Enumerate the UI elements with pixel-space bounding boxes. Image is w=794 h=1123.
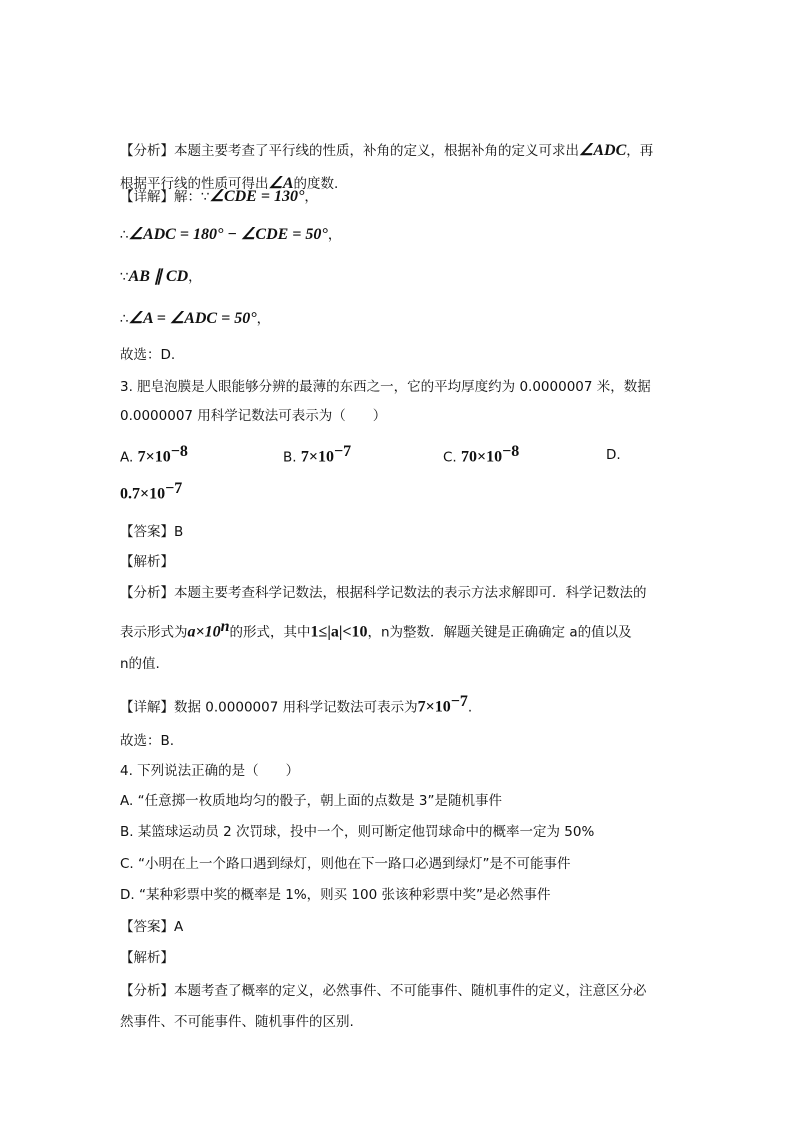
question-3-stem: 0.0000007 用科学记数法可表示为（ ）	[120, 408, 387, 424]
option-d-label: D.	[606, 447, 621, 463]
solution-line: ∵AB ∥ CD，	[120, 268, 202, 285]
analysis-heading: 【解析】	[120, 950, 174, 966]
answer: 【答案】B	[120, 524, 184, 540]
analysis-text: 表示形式为$a\times 10^n$的形式，其中1≤|a|<10，n为整数．解题关键是正确确定 a的值以及	[120, 618, 632, 641]
analysis-text: 然事件、不可能事件、随机事件的区别.	[120, 1014, 354, 1030]
option-b: B. 某篮球运动员 2 次罚球，投中一个，则可断定他罚球命中的概率一定为 50%	[120, 824, 595, 840]
option-d: D. “某种彩票中奖的概率是 1%，则买 100 张该种彩票中奖”是必然事件	[120, 887, 551, 903]
answer: 【答案】A	[120, 919, 184, 935]
solution-line: ∴∠A = ∠ADC = 50°，	[120, 310, 271, 327]
option-a: A. $7\times 10^{-8}$	[120, 443, 188, 466]
option-a: A. “任意掷一枚质地均匀的骰子，朝上面的点数是 3”是随机事件	[120, 793, 502, 809]
option-c: C. “小明在上一个路口遇到绿灯，则他在下一路口必遇到绿灯”是不可能事件	[120, 856, 571, 872]
option-c: C. $70\times 10^{-8}$	[443, 443, 520, 466]
detail-text: 【详解】数据 0.0000007 用科学记数法可表示为$7\times 10^{-7}$.	[120, 693, 473, 716]
solution-line: 故选：D.	[120, 347, 176, 363]
solution-line: 【分析】本题主要考查了平行线的性质，补角的定义，根据补角的定义可求出∠ADC，再	[120, 142, 654, 159]
analysis-heading: 【解析】	[120, 554, 174, 570]
solution-line: ∴∠ADC = 180° − ∠CDE = 50°，	[120, 226, 342, 243]
solution-line: 根据平行线的性质可得出∠A的度数.	[120, 175, 339, 192]
choose-text: 故选：B.	[120, 733, 175, 749]
analysis-text: 【分析】本题考查了概率的定义，必然事件、不可能事件、随机事件的定义，注意区分必	[120, 983, 647, 999]
option-b: B. $7\times 10^{-7}$	[283, 443, 352, 466]
analysis-text: 【分析】本题主要考查科学记数法，根据科学记数法的表示方法求解即可．科学记数法的	[120, 585, 647, 601]
question-3-stem: 3. 肥皂泡膜是人眼能够分辨的最薄的东西之一，它的平均厚度约为 0.0000007 米，数据	[120, 379, 651, 395]
solution-line: 【详解】解：∵∠CDE = 130°，	[120, 188, 318, 205]
analysis-text: n的值.	[120, 656, 160, 672]
question-4-stem: 4. 下列说法正确的是（ ）	[120, 763, 300, 779]
option-d: $0.7\times 10^{-7}$	[120, 480, 183, 503]
